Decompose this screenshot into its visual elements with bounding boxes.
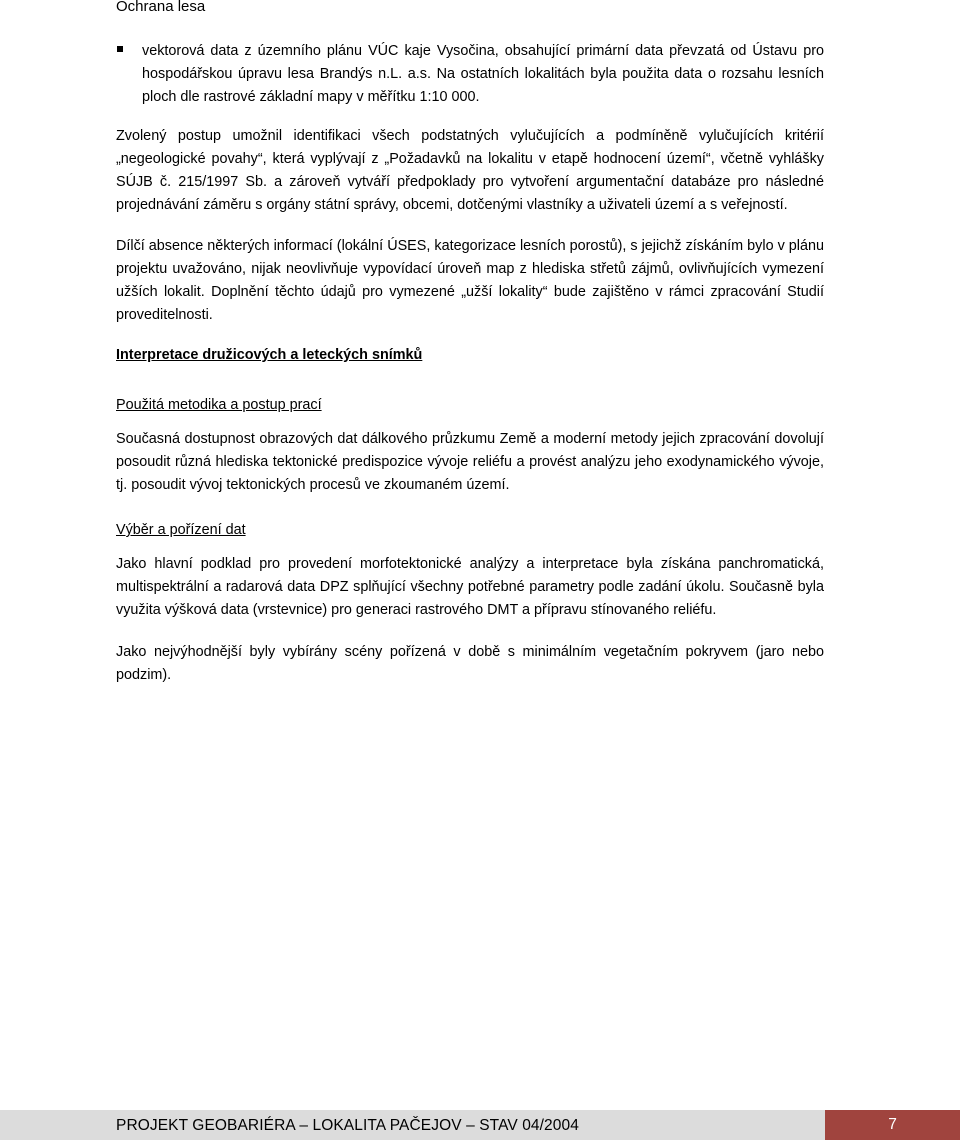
paragraph-methodology: Současná dostupnost obrazových dat dálkového průzkumu Země a moderní metody jejich zpracování dovolují posoudit různá hlediska tektonické predispozice vývoje reliéfu a provést analýzu jeho exodynamického vývoje, tj. posoudit vývoj tektonických procesů ve zkoumaném území. bbox=[116, 431, 824, 493]
paragraph-criteria: Zvolený postup umožnil identifikaci všech podstatných vylučujících a podmíněně vylučujících kritérií „negeologické povahy“, která vyplývají z „Požadavků na lokalitu v etapě hodnocení území“, včetně vyhlášky SÚJB č. 215/1997 Sb. a zároveň vytváří předpoklady pro vytvoření argumentační databáze pro následné projednávání záměru s orgány státní správy, obcemi, dotčenými vlastníky a uživateli území a s veřejností. bbox=[116, 128, 824, 213]
paragraph-data-selection: Jako hlavní podklad pro provedení morfotektonické analýzy a interpretace byla získána panchromatická, multispektrální a radarová data DPZ splňující všechny potřebné parametry podle zadání úkolu. Současně byla využita výšková data (vrstevnice) pro generaci rastrového DMT a přípravu stínovaného reliéfu. bbox=[116, 556, 824, 618]
footer-project-line: PROJEKT GEOBARIÉRA – LOKALITA PAČEJOV – STAV 04/2004 bbox=[116, 1117, 579, 1134]
paragraph-absence: Dílčí absence některých informací (lokální ÚSES, kategorizace lesních porostů), s jejichž získáním bylo v plánu projektu uvažováno, nijak neovlivňuje vypovídací úroveň map z hlediska střetů zájmů, ovlivňujících vymezení užších lokalit. Doplnění těchto údajů pro vymezené „užší lokality“ bude zajištěno v rámci zpracování Studií proveditelnosti. bbox=[116, 238, 824, 323]
section-heading-forest: Ochrana lesa bbox=[116, 0, 206, 15]
square-bullet-icon bbox=[116, 40, 142, 109]
bullet-list bbox=[116, 40, 824, 109]
subsection-title-methodology: Použitá metodika a postup prací bbox=[116, 397, 322, 413]
section-title-interpretation: Interpretace družicových a leteckých snímků bbox=[116, 347, 423, 363]
page-number: 7 bbox=[825, 1110, 960, 1140]
page-footer bbox=[0, 1110, 960, 1140]
list-item bbox=[116, 40, 824, 109]
bullet-text: vektorová data z územního plánu VÚC kaje Vysočina, obsahující primární data převzatá od Ústavu pro hospodářskou úpravu lesa Brandýs n.L. a.s. Na ostatních lokalitách byla použita data o rozsahu lesních ploch dle rastrové základní mapy v měřítku 1:10 000. bbox=[142, 43, 824, 105]
subsection-title-data-selection: Výběr a pořízení dat bbox=[116, 522, 246, 538]
paragraph-scenes: Jako nejvýhodnější byly vybírány scény pořízená v době s minimálním vegetačním pokryvem (jaro nebo podzim). bbox=[116, 644, 824, 683]
